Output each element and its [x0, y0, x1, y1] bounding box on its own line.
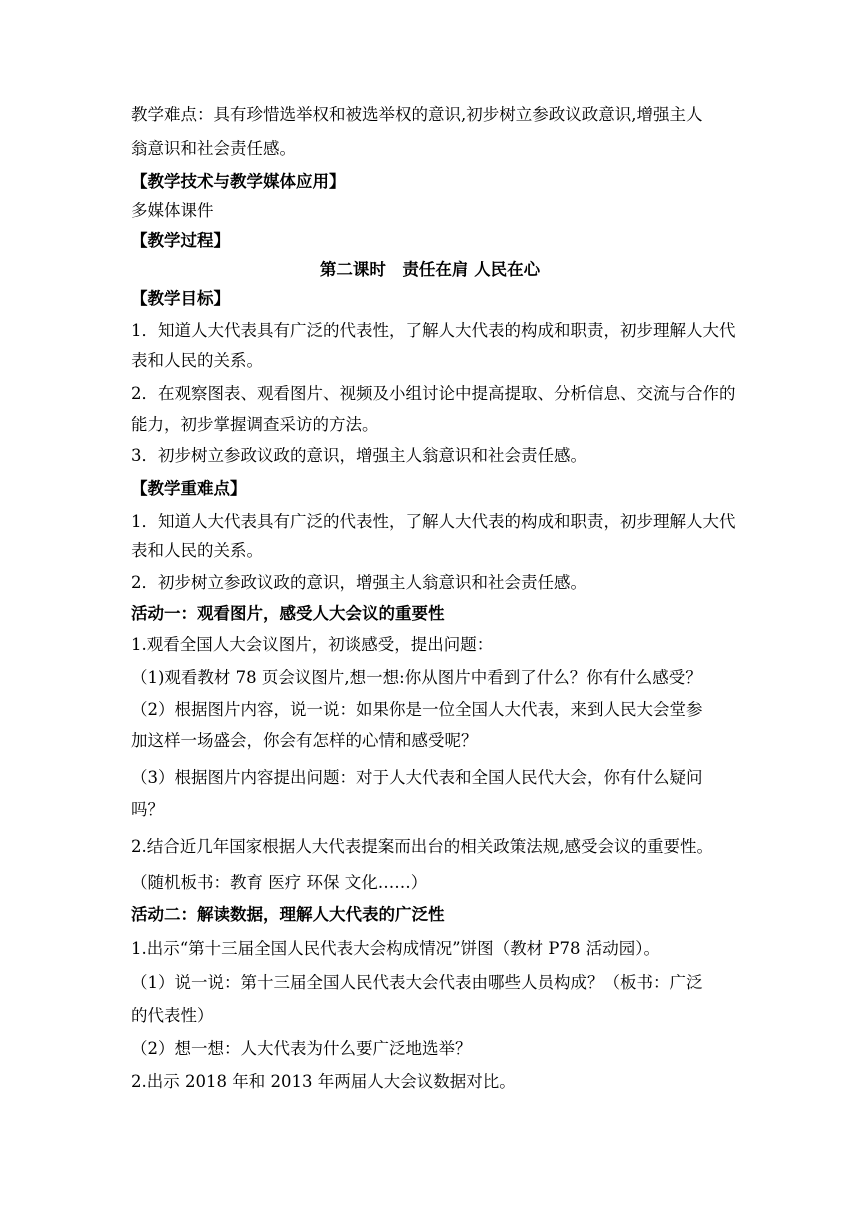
section-heading: 【教学重难点】	[131, 479, 247, 498]
section-heading: 【教学技术与教学媒体应用】	[131, 172, 346, 191]
text-line: （3）根据图片内容提出问题：对于人大代表和全国人民代大会，你有什么疑问	[131, 768, 703, 787]
text-line: （随机板书：教育 医疗 环保 文化……）	[131, 873, 428, 892]
text-line: 表和人民的关系。	[131, 351, 263, 370]
text-line: 1.观看全国人大会议图片，初谈感受，提出问题：	[131, 635, 494, 654]
text-line: 2．初步树立参政议政的意识，增强主人翁意识和社会责任感。	[131, 573, 587, 592]
text-line: 1.出示“第十三届全国人民代表大会构成情况”饼图（教材 P78 活动园）。	[131, 939, 660, 958]
text-line: 多媒体课件	[131, 201, 214, 220]
text-line: （1）说一说：第十三届全国人民代表大会代表由哪些人员构成？（板书：广泛	[131, 973, 703, 992]
text-line: 加这样一场盛会，你会有怎样的心情和感受呢？	[131, 731, 478, 750]
section-heading: 活动二：解读数据，理解人大代表的广泛性	[131, 905, 445, 924]
text-line: 的代表性）	[131, 1006, 214, 1025]
text-line: 吗？	[131, 800, 164, 819]
text-line: 1．知道人大代表具有广泛的代表性，了解人大代表的构成和职责，初步理解人大代	[131, 512, 736, 531]
text-line: （1)观看教材 78 页会议图片,想一想:你从图片中看到了什么？你有什么感受？	[131, 668, 702, 687]
text-line: （2）根据图片内容，说一说：如果你是一位全国人大代表，来到人民大会堂参	[131, 700, 703, 719]
text-line: 翁意识和社会责任感。	[131, 139, 296, 158]
text-line: 能力，初步掌握调查采访的方法。	[131, 415, 379, 434]
text-line: 3．初步树立参政议政的意识，增强主人翁意识和社会责任感。	[131, 446, 587, 465]
section-heading: 活动一：观看图片，感受人大会议的重要性	[131, 604, 445, 623]
text-line: 表和人民的关系。	[131, 541, 263, 560]
section-heading: 第二课时 责任在肩 人民在心	[319, 260, 541, 279]
text-line: 2.结合近几年国家根据人大代表提案而出台的相关政策法规,感受会议的重要性。	[131, 837, 713, 856]
text-line: 教学难点：具有珍惜选举权和被选举权的意识,初步树立参政议政意识,增强主人	[131, 105, 703, 124]
section-heading: 【教学目标】	[131, 289, 230, 308]
text-line: 2．在观察图表、观看图片、视频及小组讨论中提高提取、分析信息、交流与合作的	[131, 384, 736, 403]
section-heading: 【教学过程】	[131, 231, 230, 250]
text-line: 2.出示 2018 年和 2013 年两届人大会议数据对比。	[131, 1072, 516, 1091]
text-line: （2）想一想：人大代表为什么要广泛地选举？	[131, 1039, 472, 1058]
text-line: 1．知道人大代表具有广泛的代表性，了解人大代表的构成和职责，初步理解人大代	[131, 321, 736, 340]
